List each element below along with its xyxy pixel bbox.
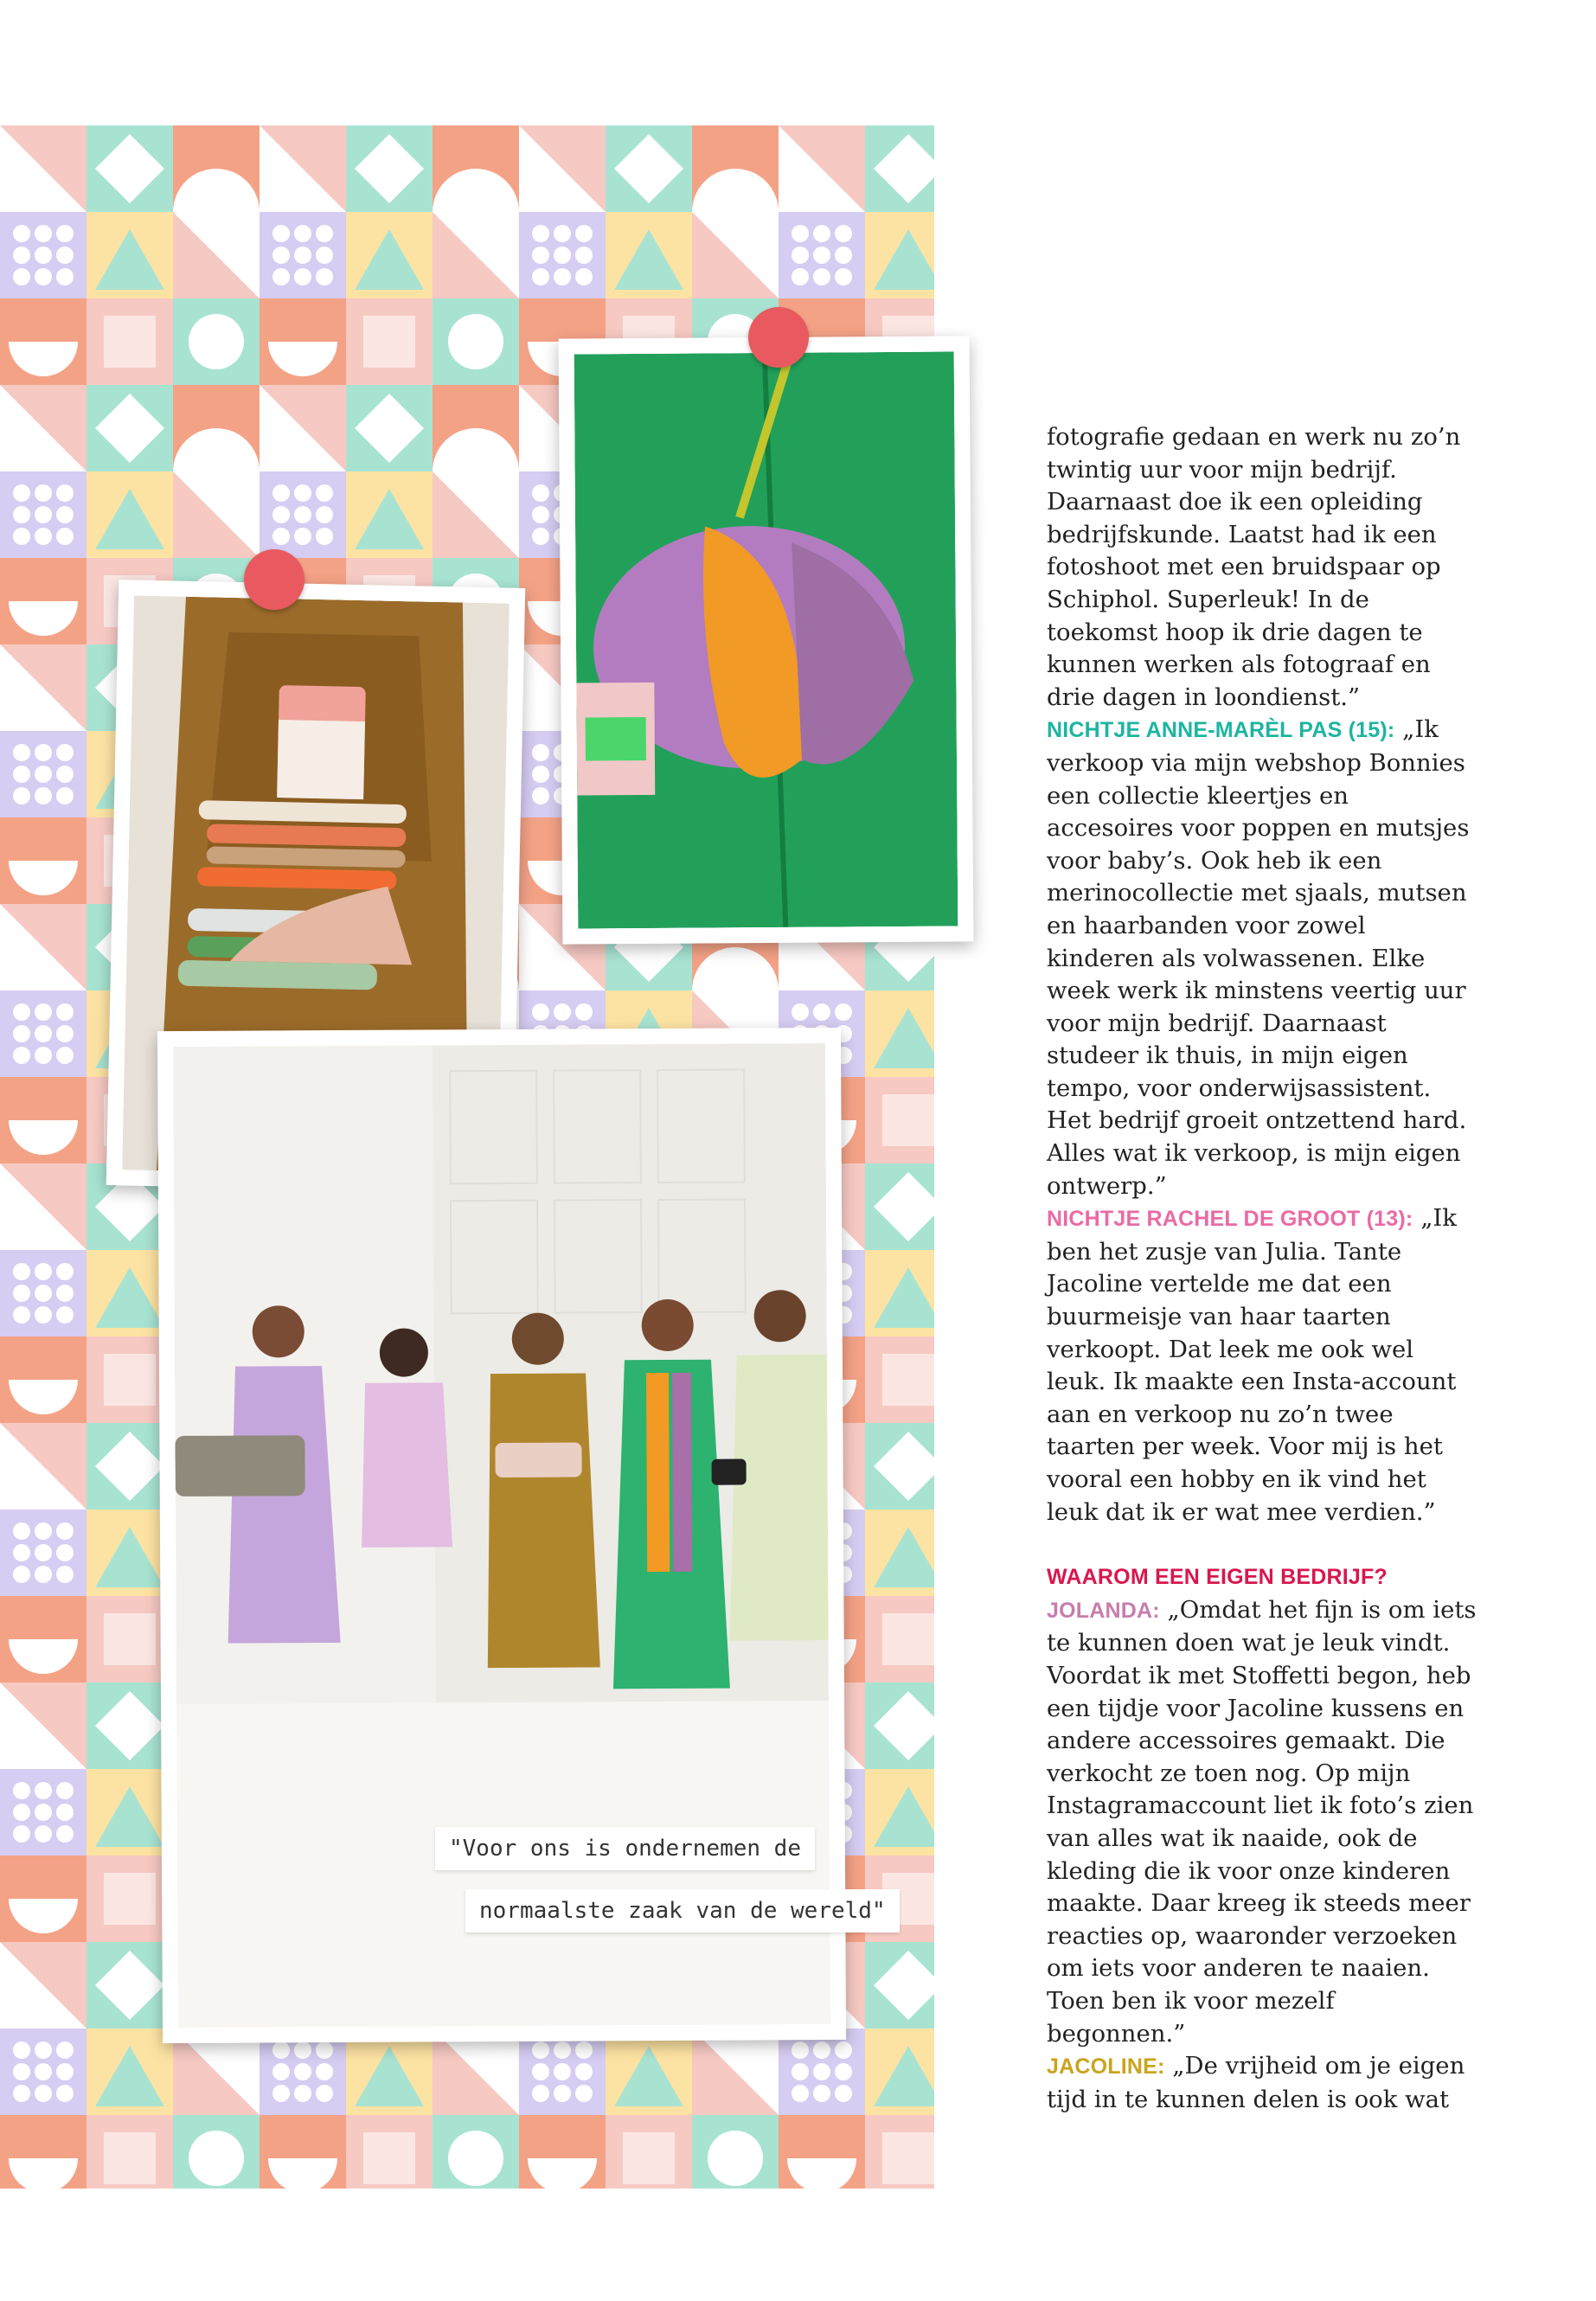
photo-knit-scarf xyxy=(559,336,974,944)
speaker-label: NICHTJE ANNE-MARÈL PAS (15): xyxy=(1047,718,1395,743)
article-text-column xyxy=(1047,421,1479,2116)
article-paragraph xyxy=(1047,1594,1479,2050)
pull-quote-line-2: normaalste zaak van de wereld" xyxy=(465,1889,900,1932)
pushpin-icon xyxy=(748,307,809,368)
photo-knit-scarf-image xyxy=(574,351,958,928)
article-paragraph xyxy=(1047,714,1479,1202)
pull-quote-line-1: "Voor ons is ondernemen de xyxy=(435,1827,815,1870)
speaker-label: NICHTJE RACHEL DE GROOT (13): xyxy=(1047,1207,1413,1232)
speaker-label: JACOLINE: xyxy=(1047,2054,1165,2080)
paragraph-text: „Ik verkoop via mijn webshop Bonnies een collectie kleertjes en accesoires voor poppen en mutsjes voor baby’s. Ook heb ik een merinocollectie met sjaals, mutsen en haarbanden voor zowel kinderen als volwassenen. Elke week werk ik minstens veertig uur voor mijn bedrijf. Daarnaast studeer ik thuis, in mijn eigen tempo, voor onderwijsassistent. Het bedrijf groeit ontzettend hard. Alles wat ik verkoop, is mijn eigen ontwerp.” xyxy=(1047,715,1470,1200)
paragraph-spacer xyxy=(1047,1529,1479,1561)
article-paragraph xyxy=(1047,1202,1479,1529)
section-heading: WAAROM EEN EIGEN BEDRIJF? xyxy=(1047,1565,1388,1590)
paragraph-text: „Ik ben het zusje van Julia. Tante Jacoline vertelde me dat een buurmeisje van haar taarten verkoopt. Dat leek me ook wel leuk. Ik maakte een Insta-account aan en verkoop nu zo’n twee taarten per week. Voor mij is het vooral een hobby en ik vind het leuk dat ik er wat mee verdien.” xyxy=(1047,1204,1457,1526)
speaker-label: JOLANDA: xyxy=(1047,1598,1160,1623)
photo-group-five-women-image xyxy=(173,1043,830,2028)
pushpin-icon xyxy=(244,549,304,610)
article-paragraph xyxy=(1047,2050,1479,2116)
paragraph-text: „De vrijheid om je eigen tijd in te kunnen delen is ook wat xyxy=(1047,2052,1465,2113)
paragraph-text: „Omdat het fijn is om iets te kunnen doen wat je leuk vindt. Voordat ik met Stoffetti begon, heb een tijdje voor Jacoline kussens en andere accessoires gemaakt. Die verkocht ze toen nog. Op mijn Instagramaccount liet ik foto’s zien van alles wat ik naaide, ook de kleding die ik voor onze kinderen maakte. Daar kreeg ik steeds meer reacties op, waaronder verzoeken om iets voor anderen te naaien. Toen ben ik voor mezelf begonnen.” xyxy=(1047,1595,1477,2048)
article-paragraph: fotografie gedaan en werk nu zo’n twintig uur voor mijn bedrijf. Daarnaast doe ik een opleiding bedrijfskunde. Laatst had ik een fotoshoot met een bruidspaar op Schiphol. Superleuk! In de toekomst hoop ik drie dagen te kunnen werken als fotograaf en drie dagen in loondienst.” xyxy=(1047,423,1461,711)
